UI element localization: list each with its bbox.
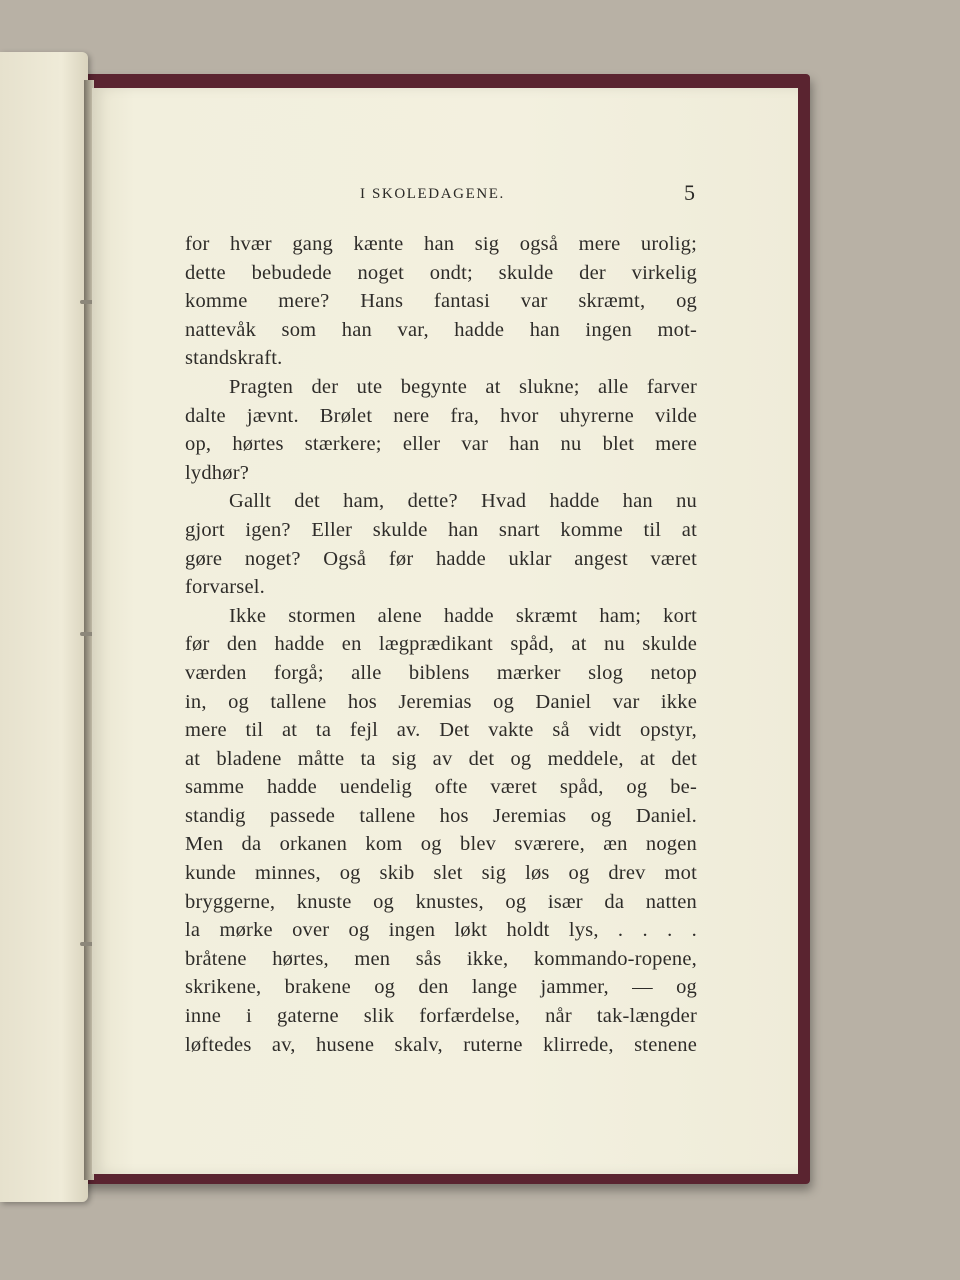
text-line: Men da orkanen kom og blev sværere, æn nogen bbox=[185, 833, 697, 856]
text-line: bråtene hørtes, men sås ikke, kommando-ropene, bbox=[185, 947, 697, 970]
text-line: samme hadde uendelig ofte været spåd, og be- bbox=[185, 776, 697, 799]
text-line: kunde minnes, og skib slet sig løs og drev mot bbox=[185, 862, 697, 885]
text-line: at bladene måtte ta sig av det og meddele, at det bbox=[185, 747, 697, 770]
text-line: værden forgå; alle biblens mærker slog netop bbox=[185, 661, 697, 684]
text-line: gjort igen? Eller skulde han snart komme til at bbox=[185, 518, 697, 541]
page-body-text bbox=[185, 230, 697, 1059]
text-line: nattevåk som han var, hadde han ingen mot- bbox=[185, 318, 697, 341]
text-line: komme mere? Hans fantasi var skræmt, og bbox=[185, 290, 697, 313]
text-line: dette bebudede noget ondt; skulde der virkelig bbox=[185, 261, 697, 284]
text-line: skrikene, brakene og den lange jammer, — og bbox=[185, 976, 697, 999]
text-line: Ikke stormen alene hadde skræmt ham; kort bbox=[229, 604, 697, 627]
left-page-edge bbox=[0, 52, 88, 1202]
text-line: inne i gaterne slik forfærdelse, når tak-længder bbox=[185, 1005, 697, 1028]
text-line: op, hørtes stærkere; eller var han nu blet mere bbox=[185, 433, 697, 456]
text-line: standskraft. bbox=[185, 347, 283, 370]
text-line: Pragten der ute begynte at slukne; alle farver bbox=[229, 375, 697, 398]
text-line: bryggerne, knuste og knustes, og især da natten bbox=[185, 890, 697, 913]
text-line: gøre noget? Også før hadde uklar angest været bbox=[185, 547, 697, 570]
page-number: 5 bbox=[684, 180, 695, 205]
running-title: I SKOLEDAGENE. bbox=[360, 186, 505, 202]
text-line: forvarsel. bbox=[185, 576, 265, 599]
text-line: in, og tallene hos Jeremias og Daniel var ikke bbox=[185, 690, 697, 713]
text-line: mere til at ta fejl av. Det vakte så vidt opstyr, bbox=[185, 719, 697, 742]
page-header bbox=[0, 180, 960, 210]
text-line: for hvær gang kænte han sig også mere urolig; bbox=[185, 233, 697, 255]
text-line: før den hadde en lægprædikant spåd, at nu skulde bbox=[185, 633, 697, 656]
text-line: dalte jævnt. Brølet nere fra, hvor uhyrerne vilde bbox=[185, 404, 697, 427]
text-line: lydhør? bbox=[185, 461, 250, 484]
text-line: standig passede tallene hos Jeremias og Daniel. bbox=[185, 804, 697, 827]
text-line: løftedes av, husene skalv, ruterne klirrede, stenene bbox=[185, 1033, 697, 1056]
text-line: la mørke over og ingen løkt holdt lys, . . . . bbox=[185, 919, 697, 942]
text-line: Gallt det ham, dette? Hvad hadde han nu bbox=[229, 490, 697, 513]
